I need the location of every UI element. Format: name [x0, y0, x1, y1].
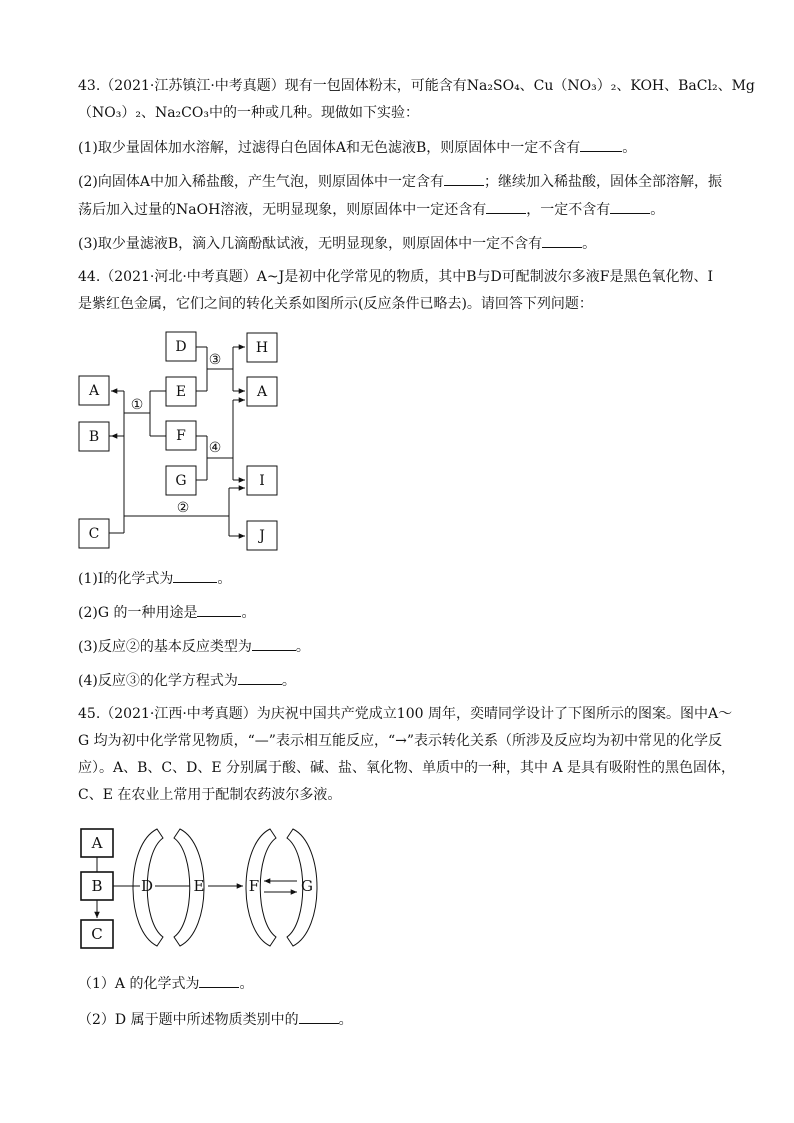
label-H: H	[255, 340, 269, 356]
q44-question-2: (2)G 的一种用途是 。	[78, 602, 255, 623]
q44-question-1: (1)I的化学式为 。	[78, 568, 231, 589]
q45-line-2: G 均为初中化学常见物质，“—”表示相互能反应，“→”表示转化关系（所涉及反应均为初中常见的化学反	[78, 733, 722, 749]
label-G: G	[301, 877, 313, 895]
reaction-2-label: ②	[176, 500, 190, 516]
q43-part-1: (1)取少量固体加水溶解，过滤得白色固体A和无色滤液B，则原固体中一定不含有 。	[78, 137, 636, 158]
q43-line-2: （NO₃）₂、Na₂CO₃中的一种或几种。现做如下实验：	[78, 105, 419, 121]
q44-question-3: (3)反应②的基本反应类型为 。	[78, 636, 310, 657]
q45-line-1: 45.（2021·江西·中考真题）为庆祝中国共产党成立100 周年，奕晴同学设计了下图所示的图案。图中A～	[78, 706, 733, 722]
q43-part-2-cont: 荡后加入过量的NaOH溶液，无明显现象，则原固体中一定还含有 ，一定不含有 。	[78, 199, 664, 220]
q43-part-3: (3)取少量滤液B，滴入几滴酚酞试液，无明显现象，则原固体中一定不含有 。	[78, 233, 596, 254]
label-A: A	[88, 383, 100, 399]
answer-blank[interactable]	[199, 973, 239, 988]
label-A: A	[91, 834, 103, 852]
label-I: I	[259, 473, 265, 489]
label-E: E	[175, 384, 187, 400]
reaction-3-label: ③	[208, 352, 222, 368]
label-J: J	[259, 528, 265, 544]
q44-question-4: (4)反应③的化学方程式为 。	[78, 670, 296, 691]
q43-line-1: 43.（2021·江苏镇江·中考真题）现有一包固体粉末，可能含有Na₂SO₄、Cu（NO₃）₂、KOH、BaCl₂、Mg	[78, 78, 755, 94]
q45-question-1: （1）A 的化学式为 。	[78, 973, 253, 994]
q45-line-4: C、E 在农业上常用于配制农药波尔多液。	[78, 787, 342, 803]
label-F: F	[248, 877, 260, 895]
label-E: E	[193, 877, 205, 895]
q45-line-3: 应）。A、B、C、D、E 分别属于酸、碱、盐、氧化物、单质中的一种，其中 A 是具有吸附性的黑色固体，	[78, 760, 736, 776]
label-F: F	[176, 428, 186, 444]
label-B: B	[91, 877, 103, 895]
q44-line-2: 是紫红色金属，它们之间的转化关系如图所示(反应条件已略去)。请回答下列问题：	[78, 296, 593, 312]
label-A: A	[256, 384, 268, 400]
q45-question-2: （2）D 属于题中所述物质类别中的 。	[78, 1009, 353, 1030]
label-G: G	[175, 473, 187, 489]
label-C: C	[88, 526, 100, 542]
reaction-4-label: ④	[208, 440, 222, 456]
label-B: B	[88, 429, 100, 445]
label-D: D	[140, 877, 154, 895]
answer-blank[interactable]	[299, 1009, 339, 1024]
q44-line-1: 44.（2021·河北·中考真题）A~J是初中化学常见的物质，其中B与D可配制波尔多液F是黑色氧化物、I	[78, 269, 714, 285]
q43-part-2: (2)向固体A中加入稀盐酸，产生气泡，则原固体中一定含有 ；继续加入稀盐酸，固体全部溶解，振	[78, 171, 722, 192]
reaction-1-label: ①	[130, 397, 144, 413]
label-D: D	[175, 339, 187, 355]
label-C: C	[91, 925, 103, 943]
